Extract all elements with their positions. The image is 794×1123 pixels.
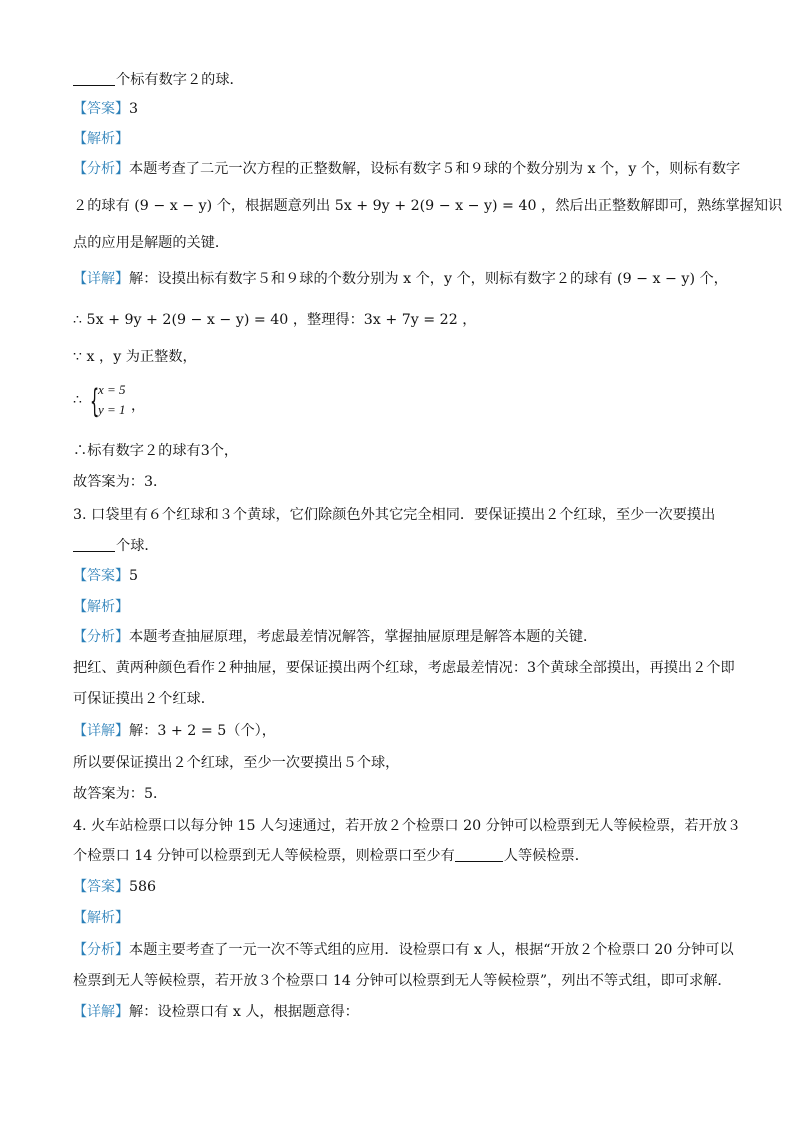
answer-tag: 【答案】 xyxy=(73,879,129,895)
text-line: 【分析】本题考查了二元一次方程的正整数解，设标有数字５和９球的个数分别为 x 个，y 个，则标有数字 xyxy=(73,161,741,177)
text-line: ２的球有 (9 − x − y) 个，根据题意列出 5x + 9y + 2(9 − x − y) = 40 ，然后出正整数解即可，熟练掌握知识 xyxy=(73,198,783,214)
answer-blank xyxy=(73,71,115,86)
text-line: 【分析】本题主要考查了一元一次不等式组的应用．设检票口有 x 人，根据“开放２个检票口 20 分钟可以 xyxy=(73,942,734,958)
text-line: 可保证摸出２个红球． xyxy=(73,691,215,707)
detail-tag: 【详解】 xyxy=(73,1004,129,1020)
text-line: 【详解】解：3 + 2 = 5（个）， xyxy=(73,723,276,739)
text-line: 个检票口 14 分钟可以检票到无人等候检票，则检票口至少有 人等候检票． xyxy=(73,848,589,864)
therefore-symbol: ∴ xyxy=(73,392,83,408)
text-line: 个标有数字２的球． xyxy=(73,70,244,90)
text-line: 把红、黄两种颜色看作２种抽屉，要保证摸出两个红球，考虑最差情况：3个黄球全部摸出，再摸出２个即 xyxy=(73,660,735,676)
answer-tag: 【答案】 xyxy=(73,101,129,117)
question-3: 3. 口袋里有６个红球和３个黄球，它们除颜色外其它完全相同．要保证摸出２个红球，至少一次要摸出 xyxy=(73,507,716,523)
answer-tag: 【答案】 xyxy=(73,568,129,584)
text-line: 点的应用是解题的关键． xyxy=(73,235,230,251)
text-line: ∴标有数字２的球有3个， xyxy=(73,443,239,459)
text-line: 【详解】解：设摸出标有数字５和９球的个数分别为 x 个，y 个，则标有数字２的球有 (9 − x − y) 个， xyxy=(73,271,728,287)
answer-line: 【答案】3 xyxy=(73,101,139,117)
analysis-tag: 【解析】 xyxy=(73,910,129,926)
brace-icon: { xyxy=(90,382,100,420)
text-line: 故答案为：3． xyxy=(73,474,168,490)
text-line: ∵ x ，y 为正整数， xyxy=(73,349,197,365)
text-line: 故答案为：5． xyxy=(73,786,168,802)
equation-system: ∴ { x = 5 y = 1 ， xyxy=(73,382,145,420)
text-line: 个球． xyxy=(73,536,159,556)
analysis-tag: 【解析】 xyxy=(73,131,129,147)
analysis-tag: 【分析】 xyxy=(73,161,129,177)
analysis-tag: 【分析】 xyxy=(73,942,129,958)
analysis-tag: 【分析】 xyxy=(73,629,129,645)
text-line: 【详解】解：设检票口有 x 人，根据题意得： xyxy=(73,1004,359,1020)
equation-row: y = 1 xyxy=(98,402,126,417)
text-line: 【分析】本题考查抽屉原理，考虑最差情况解答，掌握抽屉原理是解答本题的关键． xyxy=(73,629,598,645)
answer-blank xyxy=(455,847,503,862)
answer-blank xyxy=(73,537,115,552)
answer-line: 【答案】5 xyxy=(73,568,139,584)
analysis-tag: 【解析】 xyxy=(73,599,129,615)
detail-tag: 【详解】 xyxy=(73,723,129,739)
text-line: ∴ 5x + 9y + 2(9 − x − y) = 40 ，整理得：3x + 7y = 22 ， xyxy=(73,312,477,328)
question-4: 4. 火车站检票口以每分钟 15 人匀速通过，若开放２个检票口 20 分钟可以检票到无人等候检票，若开放３ xyxy=(73,818,742,834)
answer-line: 【答案】586 xyxy=(73,879,157,895)
text-line: 所以要保证摸出２个红球，至少一次要摸出５个球， xyxy=(73,755,400,771)
text-line: 检票到无人等候检票，若开放３个检票口 14 分钟可以检票到无人等候检票”，列出不等式组，即可求解． xyxy=(73,973,732,989)
equation-row: x = 5 xyxy=(98,382,126,397)
detail-tag: 【详解】 xyxy=(73,271,129,287)
